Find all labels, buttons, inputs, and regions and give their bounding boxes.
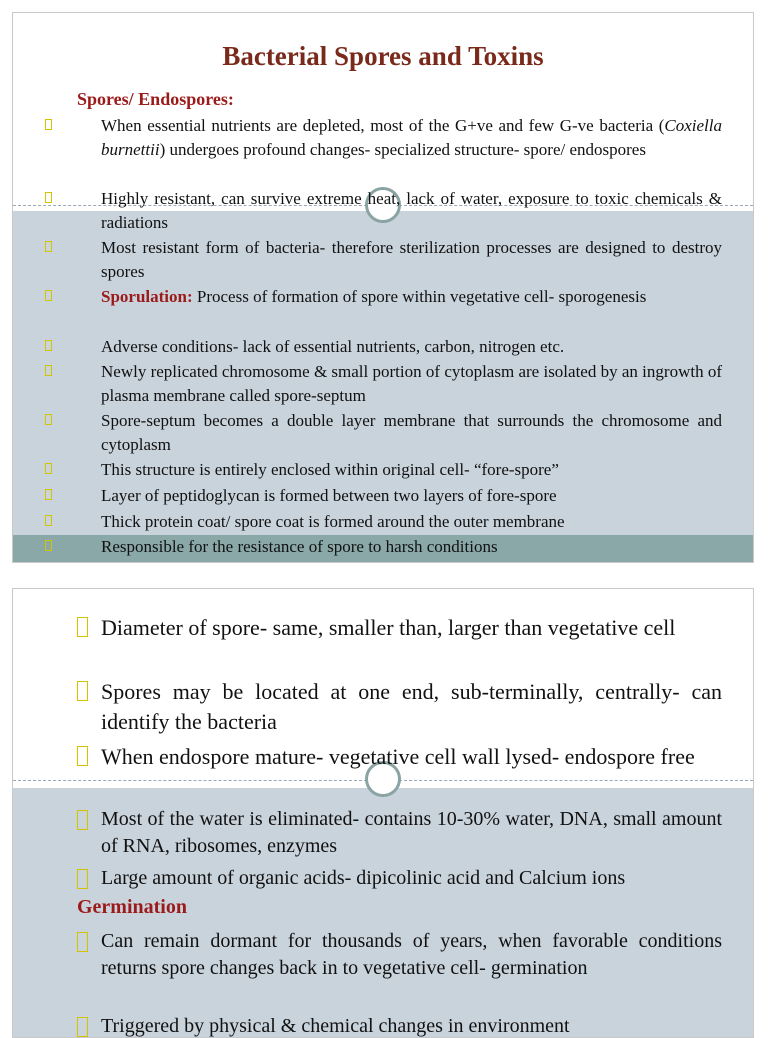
bullet-icon [45,540,52,551]
bullet-text: Triggered by physical & chemical changes in environment [101,1015,570,1037]
bullet-icon [45,241,52,252]
term-label: Sporulation: [101,287,193,306]
bullet-text: Layer of peptidoglycan is formed between two layers of fore-spore [101,486,557,505]
bullet-text: When essential nutrients are depleted, most of the G+ve and few G-ve bacteria (Coxiella burnettii) undergoes profound changes- specialized structure- spore/ endospores [101,116,722,159]
bullet-text: Sporulation: Process of formation of spore within vegetative cell- sporogenesis [101,287,647,306]
slide-1 [12,12,754,563]
bullet-icon [45,515,52,526]
bullet-text: Highly resistant, can survive extreme heat, lack of water, exposure to toxic chemicals & radiations [101,189,722,232]
bullet-text: Adverse conditions- lack of essential nutrients, carbon, nitrogen etc. [101,337,565,356]
bullet-text: Most resistant form of bacteria- therefore sterilization processes are designed to destroy spores [101,238,722,281]
bullet-text: When endospore mature- vegetative cell wall lysed- endospore free [101,744,695,769]
slide-2 [12,588,754,1038]
bullet-icon [77,681,88,701]
section-heading-spores: Spores/ Endospores: [77,89,234,109]
bullet-text: Large amount of organic acids- dipicolinic acid and Calcium ions [101,867,626,889]
bullet-icon [45,290,52,301]
bullet-icon [45,489,52,500]
bullet-icon [45,192,52,203]
bullet-text: Diameter of spore- same, smaller than, larger than vegetative cell [101,615,676,640]
bullet-text: Thick protein coat/ spore coat is formed around the outer membrane [101,512,565,531]
species-name: Coxiella burnettii [101,116,722,159]
bullet-icon [45,340,52,351]
bullet-text: Spores may be located at one end, sub-terminally, centrally- can identify the bacteria [101,679,722,734]
bullet-icon [77,869,88,889]
bullet-icon [45,463,52,474]
bullet-text: Newly replicated chromosome & small portion of cytoplasm are isolated by an ingrowth of plasma membrane called spore-septum [101,362,722,405]
bullet-text: This structure is entirely enclosed within original cell- “fore-spore” [101,460,559,479]
bullet-icon [45,365,52,376]
bullet-icon [77,810,88,830]
bullet-text: Most of the water is eliminated- contains 10-30% water, DNA, small amount of RNA, ribosomes, enzymes [101,808,722,857]
bullet-text: Can remain dormant for thousands of years, when favorable conditions returns spore changes back in to vegetative cell- germination [101,930,722,979]
bullet-text: Spore-septum becomes a double layer membrane that surrounds the chromosome and cytoplasm [101,411,722,454]
bullet-icon [77,746,88,766]
page-title: Bacterial Spores and Toxins [222,41,544,71]
bullet-icon [77,932,88,952]
bullet-icon [45,414,52,425]
bullet-text: Responsible for the resistance of spore to harsh conditions [101,537,498,556]
bullet-icon [45,119,52,130]
section-heading-germination: Germination [77,896,187,918]
bullet-icon [77,1017,88,1037]
bullet-icon [77,617,88,637]
